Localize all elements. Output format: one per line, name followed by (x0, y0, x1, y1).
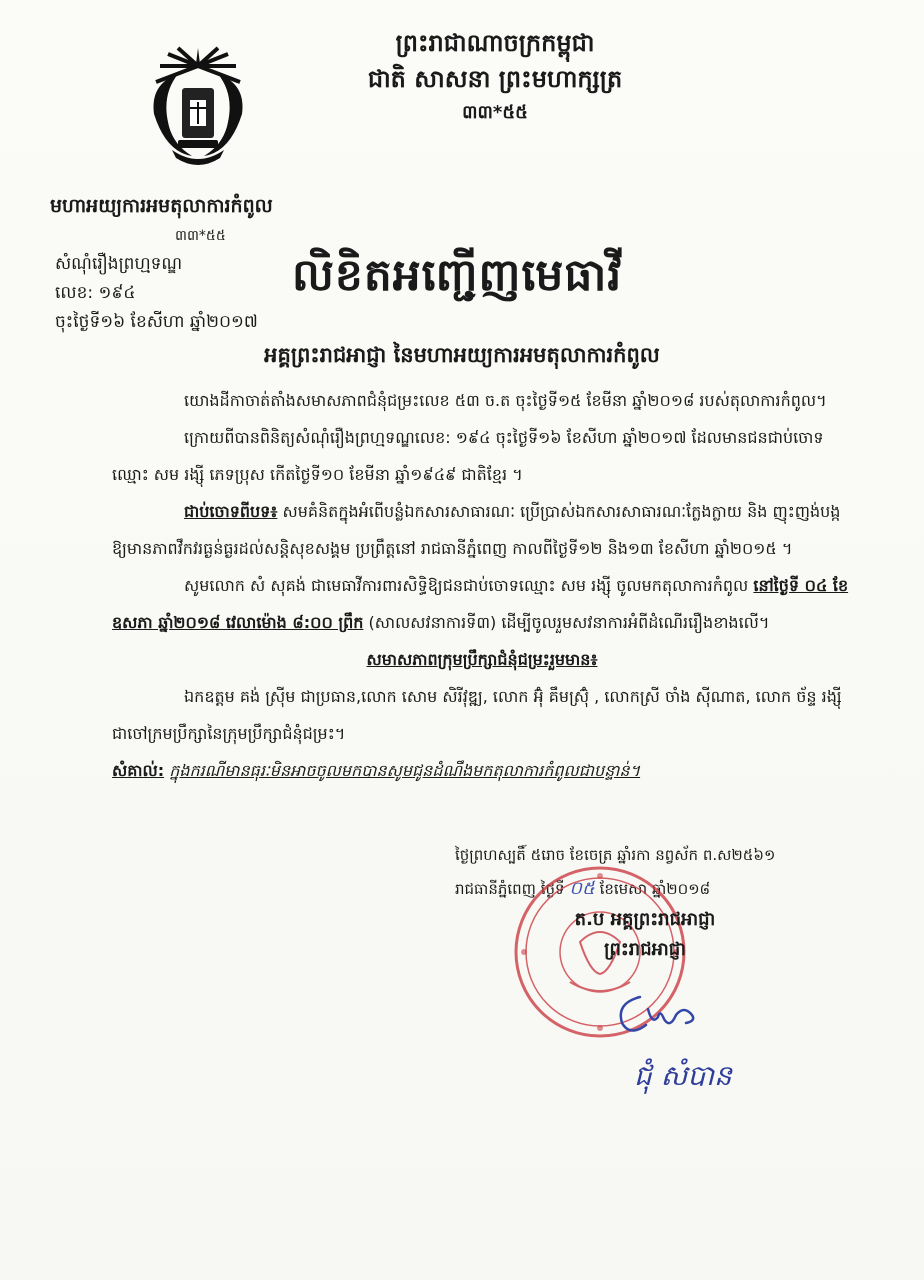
nation-motto: ជាតិ សាសនា ព្រះមហាក្សត្រ (367, 65, 623, 93)
paragraph-reference: យោងដីកាចាត់តាំងសមាសភាពជំនុំជម្រះលេខ ៥៣ ច.ត ចុះថ្ងៃទី១៥ ខែមីនា ឆ្នាំ២០១៨ របស់តុលាការកំពូល។ (184, 391, 827, 410)
panel-members: ឯកឧត្តម គង់ ស្រ៊ីម ជាប្រធាន,លោក សោម សិរីវុឌ្ឍ, លោក អ៊ុំ គឹមស្រ៊ុំ , លោកស្រី ចាំង ស៊ីណាត, លោក ច័ន្ទ រង្ស៊ី ជាចៅក្រមប្រឹក្សានៃក្រុមប្រឹក្សាជំនុំជម្រះ។ (112, 687, 842, 743)
case-type: សំណុំរឿងព្រហ្មទណ្ឌ (55, 254, 183, 274)
charge-text: សមគំនិតក្នុងអំពើបន្លំឯកសារសាធារណៈ ប្រើប្រាស់ឯកសារសាធារណៈក្លែងក្លាយ និង ញុះញង់បង្កឱ្យមានភាពវឹកវរធ្ងន់ធ្ងរដល់សន្តិសុខសង្គម ប្រព្រឹត្តនៅ រាជធានីភ្នំពេញ កាលពីថ្ងៃទី១២ និង១៣ ខែសីហា ឆ្នាំ២០១៥ ។ (112, 502, 841, 558)
case-date: ចុះថ្ងៃទី១៦ ខែសីហា ឆ្នាំ២០១៧ (55, 312, 258, 332)
document-title: លិខិតអញ្ជើញមេធាវី (292, 250, 623, 301)
lunar-date: ថ្ងៃព្រហស្បតិ៍ ៥រោច ខែចេត្រ ឆ្នាំរកា នព្វស័ក ព.ស២៥៦១ (455, 846, 776, 864)
paragraph-case-review: ក្រោយពីបានពិនិត្យសំណុំរឿងព្រហ្មទណ្ឌលេខ: ១៩៤ ចុះថ្ងៃទី១៦ ខែសីហា ឆ្នាំ២០១៧ ដែលមានជនជាប់ចោទ ឈ្មោះ សម រង្ស៊ី ភេទប្រុស កើតថ្ងៃទី១០ ខែមីនា ឆ្នាំ១៩៤៩ ជាតិខ្មែរ ។ (112, 428, 824, 484)
letter-body (112, 382, 852, 789)
handwritten-signature (600, 985, 710, 1045)
office-ornament: ៣៣*៥៥ (175, 228, 226, 244)
city-suffix: ខែមេសា ឆ្នាំ២០១៨ (599, 880, 711, 898)
case-reference (55, 250, 258, 337)
panel-title: សមាសភាពក្រុមប្រឹក្សាជំនុំជម្រះរួមមាន៖ (366, 650, 598, 669)
city-prefix: រាជធានីភ្នំពេញ ថ្ងៃទី (455, 880, 565, 898)
signatory-role (570, 905, 720, 965)
issuing-office: មហាអយ្យការអមតុលាការកំពូល (50, 195, 273, 217)
note-label: សំគាល់: (112, 761, 165, 780)
summons-text: សូមលោក សំ សុគង់ ជាមេធាវីការពារសិទ្ធិឱ្យជនជាប់ចោទឈ្មោះ សម រង្ស៊ី ចូលមកតុលាការកំពូល (184, 576, 749, 595)
kingdom-title: ព្រះរាជាណាចក្រកម្ពុជា (395, 29, 595, 57)
note-text: ក្នុងករណីមានធុរៈមិនអាចចូលមកបានសូមជូនដំណឹងមកតុលាការកំពូលជាបន្ទាន់។ (169, 761, 641, 780)
paragraph-charges (112, 493, 852, 567)
document-subtitle: អគ្គព្រះរាជអាជ្ញា នៃមហាអយ្យការអមតុលាការកំពូល (264, 343, 660, 367)
kingdom-header (330, 26, 660, 128)
charge-label: ជាប់ចោទពីបទ៖ (184, 502, 278, 521)
signer-name: ជុំ សំបាន (634, 1059, 732, 1092)
role-line2: ព្រះរាជអាជ្ញា (604, 939, 686, 960)
note (112, 752, 852, 789)
header-ornament: ៣៣*៥៥ (462, 102, 528, 123)
handwritten-day: ០៥ (569, 878, 595, 899)
role-line1: ត.ប អគ្គព្រះរាជអាជ្ញា (574, 909, 716, 930)
summons-end: (សាលសវនាការទី៣) ដើម្បីចូលរួមសវនាការអំពីដំណើររឿងខាងលើ។ (368, 613, 770, 632)
paragraph-summons (112, 567, 852, 641)
royal-emblem-icon (148, 44, 248, 172)
case-number: លេខ: ១៩៤ (55, 283, 136, 303)
hearing-date: នៅថ្ងៃទី ០៤ ខែ ឧសភា ឆ្នាំ២០១៨ វេលាម៉ោង ៨:០០ ព្រឹក (112, 576, 849, 632)
